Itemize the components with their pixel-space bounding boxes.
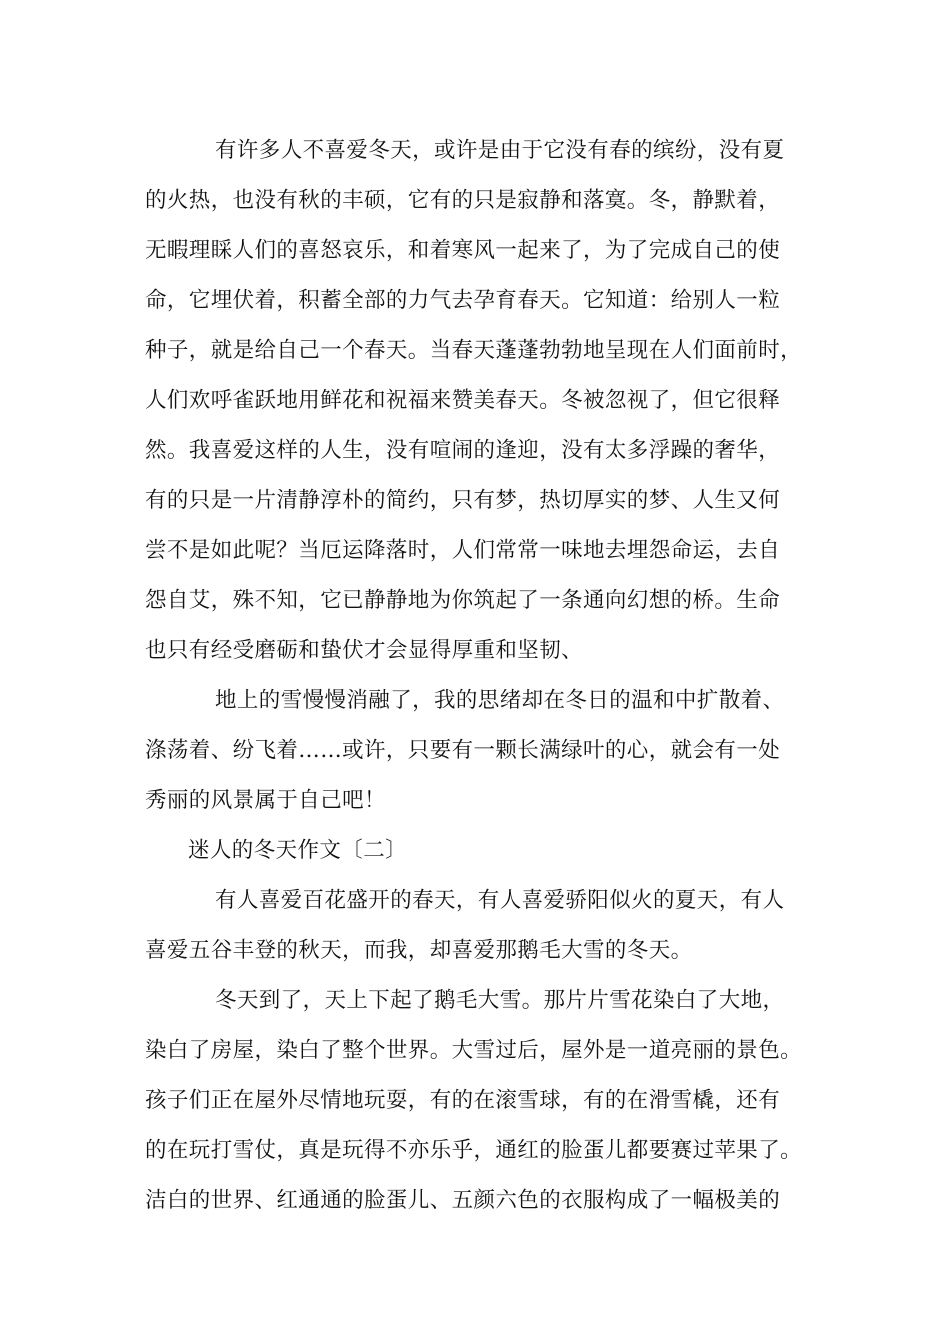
paragraph-4-line-2: 染白了房屋，染白了整个世界。大雪过后，屋外是一道亮丽的景色。 <box>145 1038 803 1063</box>
paragraph-1-line-1: 有许多人不喜爱冬天，或许是由于它没有春的缤纷，没有夏 <box>215 138 785 163</box>
paragraph-1-line-3: 无暇理睬人们的喜怒哀乐，和着寒风一起来了，为了完成自己的使 <box>145 238 781 263</box>
paragraph-2-line-3: 秀丽的风景属于自己吧！ <box>145 788 386 813</box>
paragraph-4-line-1: 冬天到了，天上下起了鹅毛大雪。那片片雪花染白了大地， <box>215 988 785 1013</box>
paragraph-1-line-8: 有的只是一片清静淳朴的简约，只有梦，热切厚实的梦、人生又何 <box>145 488 781 513</box>
paragraph-2-line-2: 涤荡着、纷飞着……或许，只要有一颗长满绿叶的心，就会有一处 <box>145 738 781 763</box>
paragraph-3-line-2: 喜爱五谷丰登的秋天，而我，却喜爱那鹅毛大雪的冬天。 <box>145 938 693 963</box>
paragraph-1-line-10: 怨自艾，殊不知，它已静静地为你筑起了一条通向幻想的桥。生命 <box>145 588 781 613</box>
paragraph-2-line-1: 地上的雪慢慢消融了，我的思绪却在冬日的温和中扩散着、 <box>215 688 785 713</box>
paragraph-4-line-3: 孩子们正在屋外尽情地玩耍，有的在滚雪球，有的在滑雪橇，还有 <box>145 1088 781 1113</box>
section-heading: 迷人的冬天作文〔二〕 <box>188 838 408 863</box>
paragraph-1-line-5: 种子，就是给自己一个春天。当春天蓬蓬勃勃地呈现在人们面前时， <box>145 338 803 363</box>
paragraph-1-line-6: 人们欢呼雀跃地用鲜花和祝福来赞美春天。冬被忽视了，但它很释 <box>145 388 781 413</box>
paragraph-1-line-11: 也只有经受磨砺和蛰伏才会显得厚重和坚韧、 <box>145 638 584 663</box>
paragraph-4-line-5: 洁白的世界、红通通的脸蛋儿、五颜六色的衣服构成了一幅极美的 <box>145 1188 781 1213</box>
paragraph-3-line-1: 有人喜爱百花盛开的春天，有人喜爱骄阳似火的夏天，有人 <box>215 888 785 913</box>
paragraph-4-line-4: 的在玩打雪仗，真是玩得不亦乐乎，通红的脸蛋儿都要赛过苹果了。 <box>145 1138 803 1163</box>
paragraph-1-line-2: 的火热，也没有秋的丰硕，它有的只是寂静和落寞。冬，静默着， <box>145 188 781 213</box>
paragraph-1-line-7: 然。我喜爱这样的人生，没有喧闹的逢迎，没有太多浮躁的奢华， <box>145 438 781 463</box>
paragraph-1-line-4: 命，它埋伏着，积蓄全部的力气去孕育春天。它知道：给别人一粒 <box>145 288 781 313</box>
paragraph-1-line-9: 尝不是如此呢？当厄运降落时，人们常常一味地去埋怨命运，去自 <box>145 538 781 563</box>
